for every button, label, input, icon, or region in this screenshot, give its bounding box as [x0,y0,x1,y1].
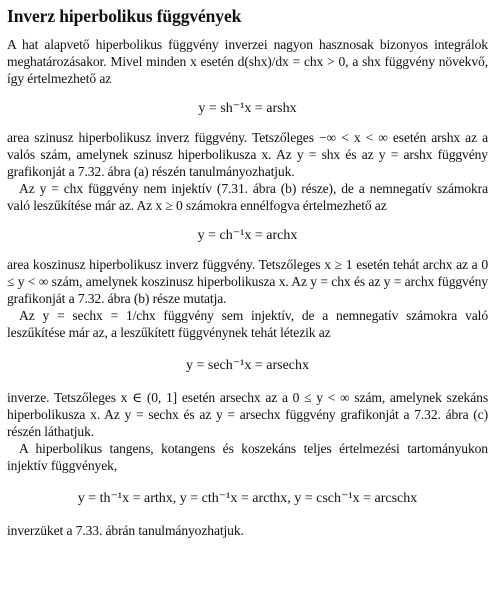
equation-arsh: y = sh⁻¹x = arshx [198,100,297,116]
paragraph-figure-reference: inverzüket a 7.33. ábrán tanulmányozhatjuk. [7,522,244,538]
paragraph-injective-functions: A hiperbolikus tangens, kotangens és koszekáns teljes értelmezési tartományukon injektív függvények, [7,441,488,474]
section-heading: Inverz hiperbolikus függvények [7,6,242,26]
paragraph-arch-definition: area koszinusz hiperbolikusz inverz függvény. Tetszőleges x ≥ 1 esetén tehát archx az a 0 ≤ y < ∞ szám, amelynek koszinusz hiperbolikusza x. Az y = chx és az y = archx függvény grafikonját a 7.32. ábra (b) része mutatja. [7,256,488,307]
paragraph-arsech-definition: inverze. Tetszőleges x ∈ (0, 1] esetén arsechx az a 0 ≤ y < ∞ szám, amelynek szekáns hiperbolikusza x. Az y = sechx és az y = arsechx függvény grafikonját a 7.32. ábra (c) részén láthatjuk. [7,389,488,440]
equation-arch: y = ch⁻¹x = archx [197,227,298,243]
paragraph-ch-restriction: Az y = chx függvény nem injektív (7.31. ábra (b) része), de a nemnegatív számokra való leszűkítése már az. Az x ≥ 0 számokra ennélfogva értelmezhető az [7,181,488,214]
equation-arth-arcth-arcsch: y = th⁻¹x = arthx, y = cth⁻¹x = arcthx, y = csch⁻¹x = arcschx [77,490,418,506]
equation-arsech: y = sech⁻¹x = arsechx [185,357,309,373]
paragraph-arsh-definition: area szinusz hiperbolikusz inverz függvény. Tetszőleges −∞ < x < ∞ esetén arshx az a valós szám, amelynek szinusz hiperbolikusza x. Az y = shx és az y = arshx függvény grafikonját a 7.32. ábra (a) részén tanulmányozhatjuk. [7,129,488,180]
paragraph-sech-restriction: Az y = sechx = 1/chx függvény sem injektív, de a nemnegatív számokra való leszűkítése már az, a leszűkített függvénynek tehát létezik az [7,308,488,341]
paragraph-intro: A hat alapvető hiperbolikus függvény inverzei nagyon hasznosak bizonyos integrálok meghatározásakor. Mivel minden x esetén d(shx)/dx = chx > 0, a shx függvény növekvő, így értelmezhető az [7,37,488,87]
